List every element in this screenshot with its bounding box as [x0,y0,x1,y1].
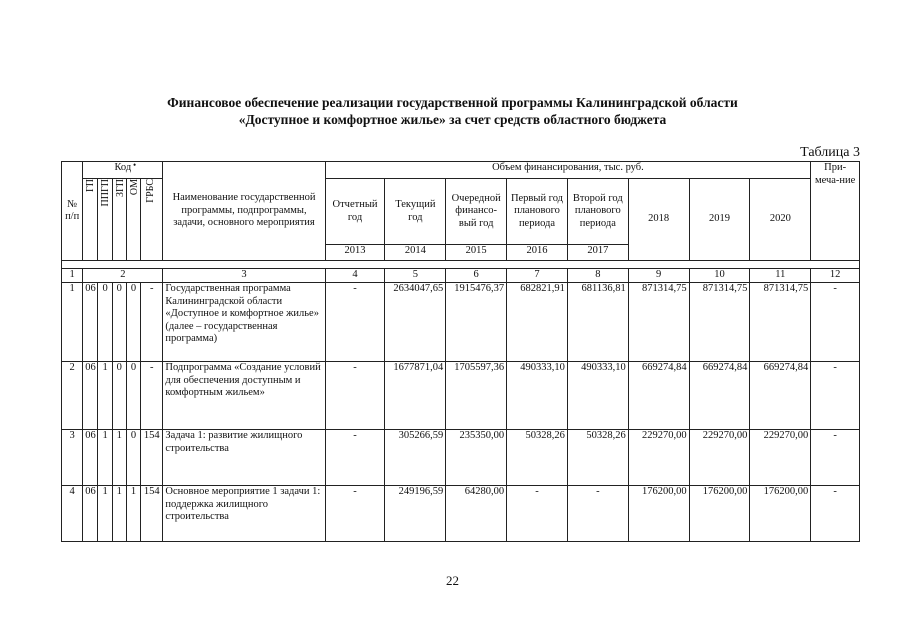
colnum-3: 3 [163,269,325,283]
header-report: Отчетный год [325,179,385,245]
row-grbs: 154 [141,486,163,542]
row-note: - [811,486,860,542]
header-zgp: ЗГП [112,179,126,261]
row-value-2015: 1705597,36 [446,362,507,430]
row-value-2014: 305266,59 [385,430,446,486]
header-num: № п/п [62,162,83,261]
document-title [0,94,905,128]
colnum-11: 11 [750,269,811,283]
row-num: 4 [62,486,83,542]
row-value-2013: - [325,283,385,362]
header-year-second: 2017 [567,245,628,261]
row-zgp: 1 [112,430,126,486]
row-om: 1 [126,486,140,542]
colnum-1: 1 [62,269,83,283]
colnum-2: 2 [83,269,163,283]
footnote-mark: • [133,160,137,170]
header-current: Текущий год [385,179,446,245]
row-gp: 06 [83,362,98,430]
row-value-2020: 229270,00 [750,430,811,486]
row-value-2019: 229270,00 [689,430,750,486]
row-ppgp: 0 [98,283,112,362]
colnum-12: 12 [811,269,860,283]
row-value-2014: 249196,59 [385,486,446,542]
header-next: Очередной финансо-вый год [446,179,507,245]
row-value-2018: 669274,84 [628,362,689,430]
row-value-2016: 490333,10 [507,362,568,430]
header-2018: 2018 [628,179,689,261]
row-value-2018: 229270,00 [628,430,689,486]
row-name: Государственная программа Калининградской области «Доступное и комфортное жилье» (далее – государственная программа) [163,283,325,362]
header-grbs: ГРБС [141,179,163,261]
table-label: Таблица 3 [800,145,860,160]
table-row [62,283,860,362]
row-value-2016: 682821,91 [507,283,568,362]
row-ppgp: 1 [98,430,112,486]
row-gp: 06 [83,430,98,486]
row-om: 0 [126,430,140,486]
row-value-2020: 669274,84 [750,362,811,430]
row-om: 0 [126,283,140,362]
row-num: 3 [62,430,83,486]
row-zgp: 0 [112,362,126,430]
row-value-2019: 669274,84 [689,362,750,430]
title-line-2: «Доступное и комфортное жилье» за счет средств областного бюджета [238,112,667,127]
colnum-9: 9 [628,269,689,283]
header-gap [62,261,860,269]
page-number: 22 [446,573,459,588]
header-volume: Объем финансирования, тыс. руб. [325,162,811,179]
colnum-5: 5 [385,269,446,283]
row-num: 2 [62,362,83,430]
row-ppgp: 1 [98,486,112,542]
table-row [62,430,860,486]
row-name: Подпрограмма «Создание условий для обеспечения доступным и комфортным жильем» [163,362,325,430]
header-kod: Код [83,162,163,179]
table-row [62,486,860,542]
row-value-2014: 1677871,04 [385,362,446,430]
row-value-2017: 490333,10 [567,362,628,430]
colnum-8: 8 [567,269,628,283]
row-note: - [811,430,860,486]
header-year-current: 2014 [385,245,446,261]
header-name: Наименование государственной программы, подпрограммы, задачи, основного мероприятия [163,162,325,261]
row-value-2017: - [567,486,628,542]
header-note: При-меча-ние [811,162,860,261]
row-zgp: 1 [112,486,126,542]
header-2019: 2019 [689,179,750,261]
colnum-4: 4 [325,269,385,283]
row-gp: 06 [83,486,98,542]
row-value-2020: 871314,75 [750,283,811,362]
row-grbs: - [141,283,163,362]
row-value-2015: 1915476,37 [446,283,507,362]
table-row [62,362,860,430]
row-value-2017: 50328,26 [567,430,628,486]
row-value-2017: 681136,81 [567,283,628,362]
row-value-2018: 176200,00 [628,486,689,542]
row-note: - [811,283,860,362]
row-value-2016: 50328,26 [507,430,568,486]
header-year-first: 2016 [507,245,568,261]
row-om: 0 [126,362,140,430]
row-value-2013: - [325,430,385,486]
colnum-7: 7 [507,269,568,283]
header-om: ОМ [126,179,140,261]
row-value-2018: 871314,75 [628,283,689,362]
header-2020: 2020 [750,179,811,261]
row-value-2013: - [325,362,385,430]
row-value-2019: 176200,00 [689,486,750,542]
row-ppgp: 1 [98,362,112,430]
header-second: Второй год планового периода [567,179,628,245]
header-first: Первый год планового периода [507,179,568,245]
row-value-2015: 64280,00 [446,486,507,542]
row-value-2014: 2634047,65 [385,283,446,362]
row-name: Основное мероприятие 1 задачи 1: поддержка жилищного строительства [163,486,325,542]
colnum-6: 6 [446,269,507,283]
row-grbs: 154 [141,430,163,486]
row-zgp: 0 [112,283,126,362]
colnum-10: 10 [689,269,750,283]
financing-table [61,161,860,542]
row-value-2016: - [507,486,568,542]
header-ppgp: ППГП [98,179,112,261]
row-value-2013: - [325,486,385,542]
row-grbs: - [141,362,163,430]
row-name: Задача 1: развитие жилищного строительства [163,430,325,486]
header-year-next: 2015 [446,245,507,261]
header-year-report: 2013 [325,245,385,261]
row-note: - [811,362,860,430]
row-value-2015: 235350,00 [446,430,507,486]
title-line-1: Финансовое обеспечение реализации государственной программы Калининградской области [167,95,738,110]
header-gp: ГП [83,179,98,261]
row-value-2020: 176200,00 [750,486,811,542]
row-gp: 06 [83,283,98,362]
row-num: 1 [62,283,83,362]
row-value-2019: 871314,75 [689,283,750,362]
